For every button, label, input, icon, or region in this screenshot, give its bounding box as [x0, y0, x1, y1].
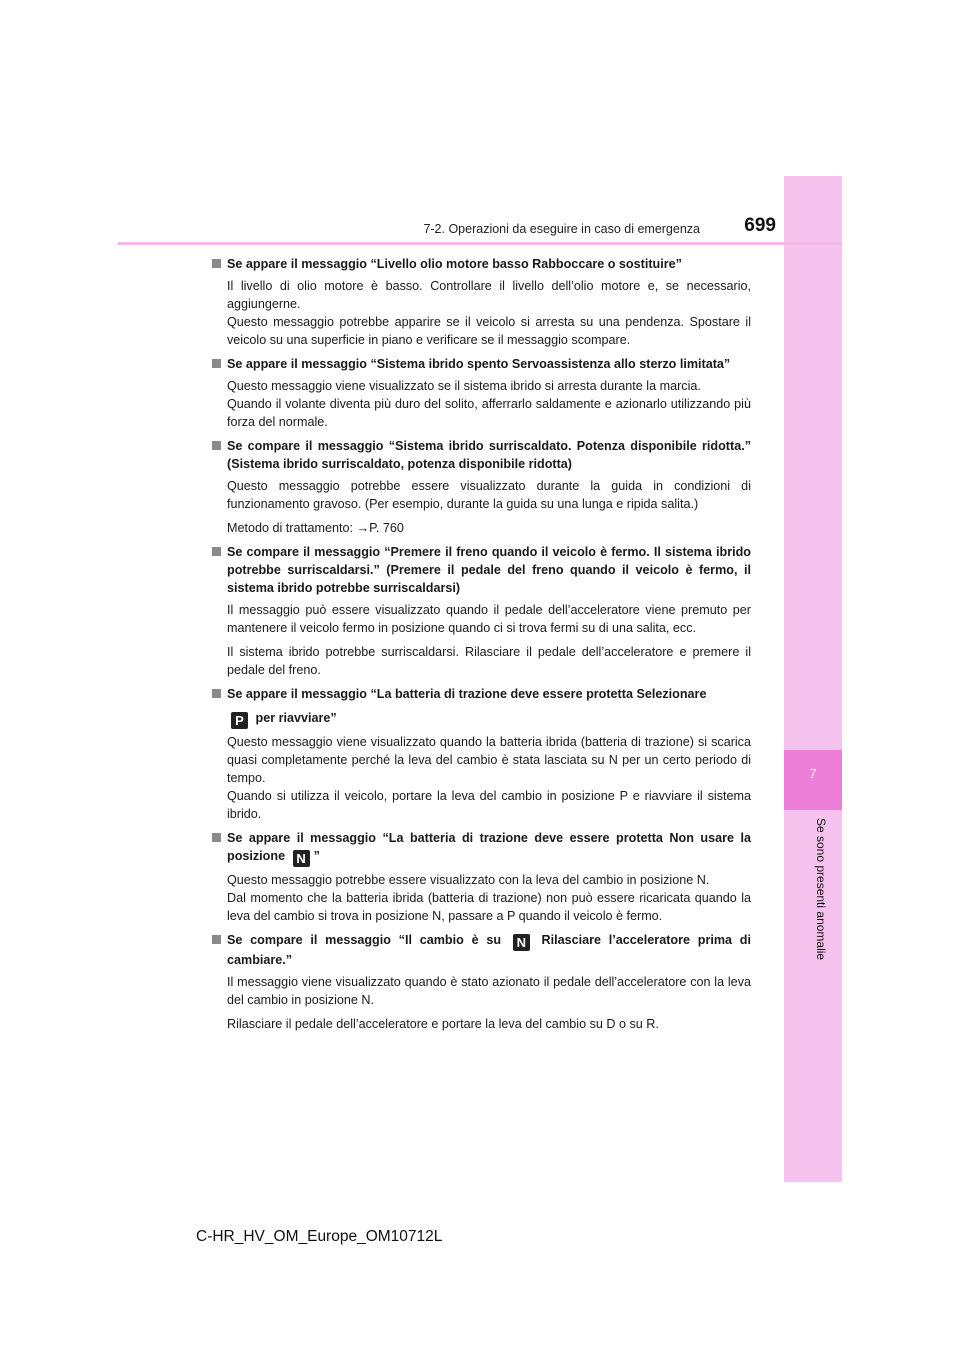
square-bullet-icon — [212, 441, 221, 450]
paragraph: Il messaggio viene visualizzato quando è stato azionato il pedale dell’acceleratore con la leva del cambio in posizione N. — [227, 975, 751, 1007]
chapter-title: Se sono presenti anomalie — [814, 818, 828, 961]
message-item — [211, 255, 751, 349]
neutral-position-icon: N — [513, 934, 530, 951]
message-heading: Se appare il messaggio “La batteria di trazione deve essere protetta Non usare la posizione N ” — [211, 829, 751, 867]
message-item — [211, 437, 751, 537]
paragraph: Rilasciare il pedale dell’acceleratore e portare la leva del cambio su D o su R. — [227, 1017, 659, 1031]
paragraph: Questo messaggio viene visualizzato quando la batteria ibrida (batteria di trazione) si scarica quasi completamente perché la leva del cambio è stata lasciata su N per un certo periodo di tempo. Quando si utilizza il veicolo, portare la leva del cambio in posizione P e riavviare il sistema ibrido. — [227, 735, 751, 821]
paragraph: Il messaggio può essere visualizzato quando il pedale dell’acceleratore viene premuto per mantenere il veicolo fermo in posizione quando ci si trova fermi su di una salita, ecc. — [227, 603, 751, 635]
square-bullet-icon — [212, 359, 221, 368]
paragraph: Il livello di olio motore è basso. Controllare il livello dell’olio motore e, se necessario, aggiungerne. Questo messaggio potrebbe apparire se il veicolo si arresta su una pendenza. Spostare il veicolo su una superficie in piano e verificare se il messaggio scompare. — [227, 279, 751, 347]
message-heading: Se appare il messaggio “Livello olio motore basso Rabboccare o sostituire” — [211, 255, 751, 273]
document-code: C-HR_HV_OM_Europe_OM10712L — [196, 1228, 443, 1245]
square-bullet-icon — [212, 547, 221, 556]
message-heading: Se compare il messaggio “Premere il freno quando il veicolo è fermo. Il sistema ibrido potrebbe surriscaldarsi.” (Premere il pedale del freno quando il veicolo è fermo, il sistema ibrido potrebbe surriscaldarsi) — [211, 543, 751, 597]
message-item — [211, 829, 751, 925]
square-bullet-icon — [212, 935, 221, 944]
neutral-position-icon: N — [293, 850, 310, 867]
message-item — [211, 543, 751, 679]
message-item — [211, 685, 751, 823]
message-heading: Se appare il messaggio “Sistema ibrido spento Servoassistenza allo sterzo limitata” — [211, 355, 751, 373]
header-divider — [118, 242, 842, 245]
message-heading: Se compare il messaggio “Il cambio è su N Rilasciare l’acceleratore prima di cambiare.” — [211, 931, 751, 969]
page-content — [211, 255, 751, 1039]
page-reference[interactable]: Metodo di trattamento: →P. 760 — [227, 521, 404, 535]
square-bullet-icon — [212, 259, 221, 268]
park-position-icon: P — [231, 712, 248, 729]
square-bullet-icon — [212, 689, 221, 698]
paragraph: Il sistema ibrido potrebbe surriscaldarsi. Rilasciare il pedale dell’acceleratore e premere il pedale del freno. — [227, 645, 751, 677]
page-number: 699 — [744, 215, 776, 236]
chapter-side-tab — [784, 176, 842, 1182]
chapter-number: 7 — [809, 766, 817, 781]
message-heading: Se appare il messaggio “La batteria di trazione deve essere protetta Selezionare P per riavviare” — [211, 685, 751, 729]
paragraph: Questo messaggio potrebbe essere visualizzato con la leva del cambio in posizione N. Dal momento che la batteria ibrida (batteria di trazione) non può essere ricaricata quando la leva del cambio si trova in posizione N, passare a P quando il veicolo è fermo. — [227, 873, 751, 923]
message-item — [211, 931, 751, 1033]
message-heading: Se compare il messaggio “Sistema ibrido surriscaldato. Potenza disponibile ridotta.” (Sistema ibrido surriscaldato, potenza disponibile ridotta) — [211, 437, 751, 473]
header-section-title: 7-2. Operazioni da eseguire in caso di emergenza — [423, 222, 700, 236]
square-bullet-icon — [212, 833, 221, 842]
message-item — [211, 355, 751, 431]
paragraph: Questo messaggio viene visualizzato se il sistema ibrido si arresta durante la marcia. Quando il volante diventa più duro del solito, afferrarlo saldamente e azionarlo utilizzando più forza del normale. — [227, 379, 751, 429]
paragraph: Questo messaggio potrebbe essere visualizzato durante la guida in condizioni di funzionamento gravoso. (Per esempio, durante la guida su una lunga e ripida salita.) — [227, 479, 751, 511]
